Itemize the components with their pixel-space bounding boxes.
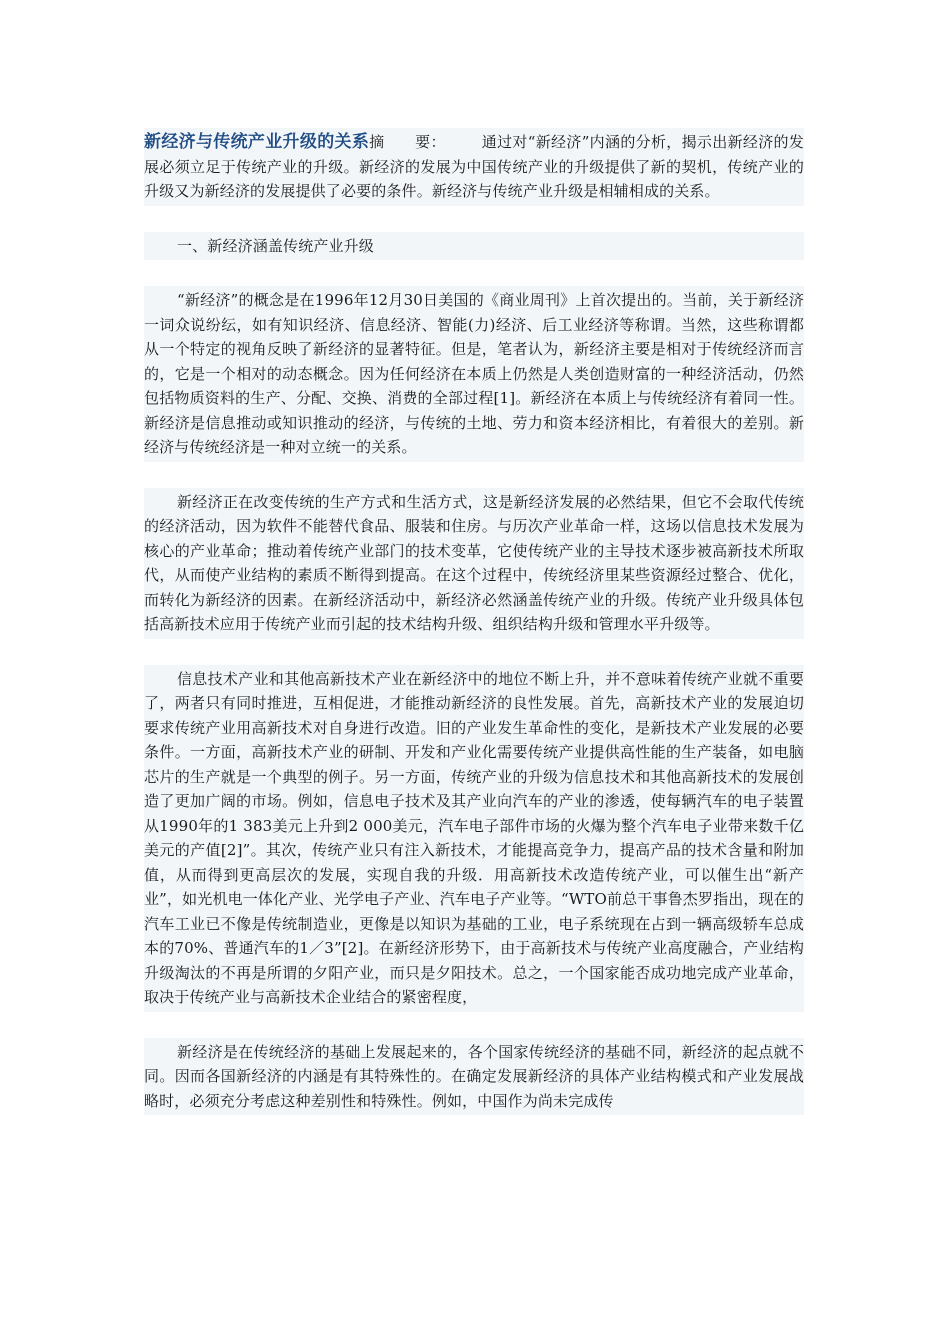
- document-page: [144, 128, 804, 1115]
- section-heading: 一、新经济涵盖传统产业升级: [144, 232, 804, 261]
- spacer: [144, 639, 804, 665]
- title-abstract-block: [144, 128, 804, 206]
- paragraph-3: 信息技术产业和其他高新技术产业在新经济中的地位不断上升，并不意味着传统产业就不重要了，两者只有同时推进，互相促进，才能推动新经济的良性发展。首先，高新技术产业的发展迫切要求传统产业用高新技术对自身进行改造。旧的产业发生革命性的变化，是新技术产业发展的必要条件。一方面，高新技术产业的研制、开发和产业化需要传统产业提供高性能的生产装备，如电脑芯片的生产就是一个典型的例子。另一方面，传统产业的升级为信息技术和其他高新技术的发展创造了更加广阔的市场。例如，信息电子技术及其产业向汽车的产业的渗透，使每辆汽车的电子装置从1990年的1 383美元上升到2 000美元，汽车电子部件市场的火爆为整个汽车电子业带来数千亿美元的产值[2]”。其次，传统产业只有注入新技术，才能提高竞争力，提高产品的技术含量和附加值，从而得到更高层次的发展，实现自我的升级．用高新技术改造传统产业，可以催生出“新产业”，如光机电一体化产业、光学电子产业、汽车电子产业等。“WTO前总干事鲁杰罗指出，现在的汽车工业已不像是传统制造业，更像是以知识为基础的工业，电子系统现在占到一辆高级轿车总成本的70%、普通汽车的1／3”[2]。在新经济形势下，由于高新技术与传统产业高度融合，产业结构升级淘汰的不再是所谓的夕阳产业，而只是夕阳技术。总之，一个国家能否成功地完成产业革命，取决于传统产业与高新技术企业结合的紧密程度，: [144, 665, 804, 1012]
- spacer: [144, 1012, 804, 1038]
- abstract-text: 通过对“新经济”内涵的分析，揭示出新经济的发展必须立足于传统产业的升级。新经济的发展为中国传统产业的升级提供了新的契机，传统产业的升级又为新经济的发展提供了必要的条件。新经济与传统产业升级是相辅相成的关系。: [144, 133, 804, 200]
- paragraph-2: 新经济正在改变传统的生产方式和生活方式，这是新经济发展的必然结果，但它不会取代传统的经济活动，因为软件不能替代食品、服装和住房。与历次产业革命一样，这场以信息技术发展为核心的产业革命；推动着传统产业部门的技术变革，它使传统产业的主导技术逐步被高新技术所取代，从而使产业结构的素质不断得到提高。在这个过程中，传统经济里某些资源经过整合、优化，而转化为新经济的因素。在新经济活动中，新经济必然涵盖传统产业的升级。传统产业升级具体包括高新技术应用于传统产业而引起的技术结构升级、组织结构升级和管理水平升级等。: [144, 488, 804, 639]
- paragraph-1: “新经济”的概念是在1996年12月30日美国的《商业周刊》上首次提出的。当前，关于新经济一词众说纷纭，如有知识经济、信息经济、智能(力)经济、后工业经济等称谓。当然，这些称谓都从一个特定的视角反映了新经济的显著特征。但是，笔者认为，新经济主要是相对于传统经济而言的，它是一个相对的动态概念。因为任何经济在本质上仍然是人类创造财富的一种经济活动，仍然包括物质资料的生产、分配、交换、消费的全部过程[1]。新经济在本质上与传统经济有着同一性。新经济是信息推动或知识推动的经济，与传统的土地、劳力和资本经济相比，有着很大的差别。新经济与传统经济是一种对立统一的关系。: [144, 286, 804, 462]
- spacer: [144, 462, 804, 488]
- paragraph-4: 新经济是在传统经济的基础上发展起来的，各个国家传统经济的基础不同，新经济的起点就不同。因而各国新经济的内涵是有其特殊性的。在确定发展新经济的具体产业结构模式和产业发展战略时，必须充分考虑这种差别性和特殊性。例如，中国作为尚未完成传: [144, 1038, 804, 1116]
- spacer: [144, 260, 804, 286]
- spacer: [144, 206, 804, 232]
- abstract-label: 摘 要：: [369, 133, 446, 151]
- article-title: 新经济与传统产业升级的关系: [144, 132, 370, 152]
